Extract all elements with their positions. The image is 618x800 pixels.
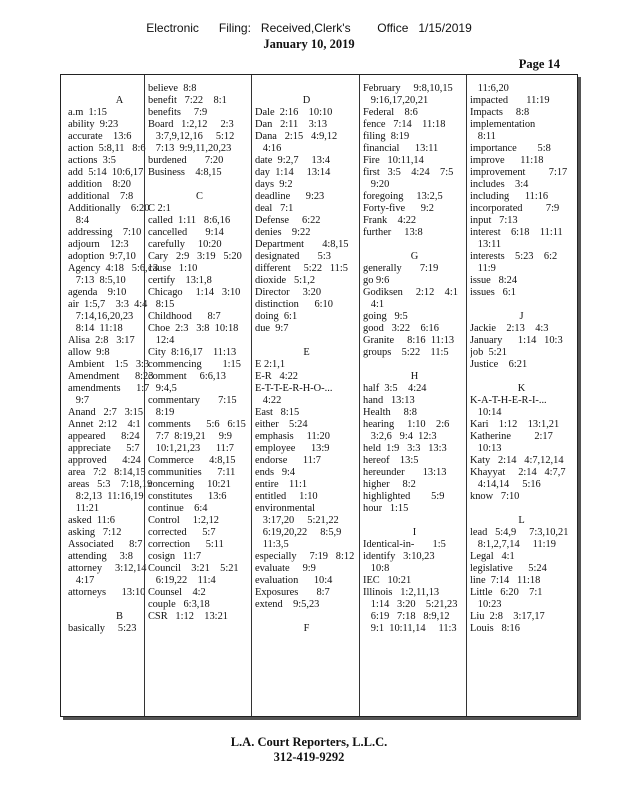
index-continuation: 3:2,6 9:4 12:3 [363, 431, 437, 442]
index-entry: burdened 7:20 [148, 155, 224, 166]
index-entry: held 1:9 3:3 13:3 [363, 443, 447, 454]
index-entry: continue 6:4 [148, 503, 208, 514]
index-entry: fence 7:14 11:18 [363, 119, 446, 130]
spacer-line [470, 371, 573, 383]
index-entry: higher 8:2 [363, 479, 416, 490]
section-letter: K [517, 383, 526, 394]
index-entry: legislative 5:24 [470, 563, 547, 574]
index-entry: E 2:1,1 [255, 359, 286, 370]
section-letter: A [115, 95, 124, 106]
index-continuation: 6:19 7:18 8:9,12 [363, 611, 450, 622]
spacer-line [470, 503, 573, 515]
index-entry: a.m 1:15 [68, 107, 107, 118]
index-entry: hour 1:15 [363, 503, 409, 514]
index-entry: areas 5:3 7:18,19 [68, 479, 153, 490]
index-continuation: 4:22 [255, 395, 282, 406]
index-entry: action 5:8,11 8:6 [68, 143, 146, 154]
index-entry: additional 7:8 [68, 191, 134, 202]
index-continuation: 1:14 3:20 5:21,23 [363, 599, 458, 610]
index-entry: Dale 2:16 10:10 [255, 107, 333, 118]
index-entry: addressing 7:10 [68, 227, 142, 238]
index-entry: lead 5:4,9 7:3,10,21 [470, 527, 569, 538]
index-entry: evaluate 9:9 [255, 563, 316, 574]
index-entry: comment 6:6,13 [148, 371, 226, 382]
section-letter: J [519, 311, 524, 322]
index-entry: Health 8:8 [363, 407, 417, 418]
index-continuation: 4:17 [68, 575, 95, 586]
page-number: Page 14 [518, 57, 560, 71]
index-continuation: 4:1 [363, 299, 385, 310]
index-column-3 [255, 83, 358, 635]
index-entry: Granite 8:16 11:13 [363, 335, 455, 346]
index-entry: Kari 1:12 13:1,21 [470, 419, 560, 430]
index-entry: line 7:14 11:18 [470, 575, 541, 586]
index-entry: amendments 1:7 [68, 383, 150, 394]
index-entry: going 9:5 [363, 311, 408, 322]
index-continuation: 7:7 8:19,21 9:9 [148, 431, 232, 442]
section-letter: I [412, 527, 417, 538]
index-entry: either 5:24 [255, 419, 308, 430]
index-entry: improvement 7:17 [470, 167, 568, 178]
index-entry: issue 8:24 [470, 275, 518, 286]
section-letter: B [116, 611, 123, 622]
index-continuation: 6:19,22 11:4 [148, 575, 216, 586]
index-entry: including 11:16 [470, 191, 549, 202]
index-entry: Additionally 6:20 [68, 203, 150, 214]
index-entry: employee 13:9 [255, 443, 330, 454]
index-entry: January 1:14 10:3 [470, 335, 563, 346]
index-entry: actions 3:5 [68, 155, 116, 166]
index-entry: denies 9:22 [255, 227, 311, 238]
index-entry: certify 13:1,8 [148, 275, 212, 286]
column-divider [466, 75, 467, 716]
spacer-line [148, 179, 251, 191]
index-continuation: 12:4 [148, 335, 175, 346]
section-letter: H [410, 371, 419, 382]
index-entry: constitutes 13:6 [148, 491, 227, 502]
index-entry: approved 4:24 [68, 455, 141, 466]
index-entry: especially 7:19 8:12 [255, 551, 355, 562]
index-entry: day 1:14 13:14 [255, 167, 331, 178]
spacer-line [255, 83, 358, 95]
index-continuation: 6:19,20,22 8:5,9 [255, 527, 342, 538]
index-continuation: 4:16 [255, 143, 282, 154]
index-entry: communities 7:11 [148, 467, 236, 478]
index-column-5 [470, 83, 573, 635]
index-continuation: 11:9 [470, 263, 496, 274]
index-continuation: 10:14 [470, 407, 502, 418]
index-entry: Commerce 4:8,15 [148, 455, 236, 466]
index-entry: know 7:10 [470, 491, 520, 502]
index-entry: extend 9:5,23 [255, 599, 320, 610]
index-entry: carefully 10:20 [148, 239, 222, 250]
index-entry: improve 11:18 [470, 155, 544, 166]
index-continuation: 11:21 [68, 503, 100, 514]
index-entry: hearing 1:10 2:6 [363, 419, 450, 430]
index-entry: endorse 11:7 [255, 455, 321, 466]
index-entry: Frank 4:22 [363, 215, 417, 226]
index-entry: E-T-T-E-R-H-O-... [255, 383, 333, 394]
index-entry: Cary 2:9 3:19 5:20 [148, 251, 242, 262]
index-entry: Associated 8:7 [68, 539, 143, 550]
index-entry: commentary 7:15 [148, 395, 237, 406]
index-entry: entitled 1:10 [255, 491, 318, 502]
section-letter: D [302, 95, 311, 106]
index-continuation: 11:6,20 [470, 83, 509, 94]
index-entry: Legal 4:1 [470, 551, 515, 562]
index-entry: air 1:5,7 3:3 4:4 [68, 299, 148, 310]
spacer-line [470, 299, 573, 311]
index-entry: further 13:8 [363, 227, 423, 238]
index-entry: Defense 6:22 [255, 215, 321, 226]
index-entry: cancelled 9:14 [148, 227, 224, 238]
index-entry: addition 8:20 [68, 179, 131, 190]
index-entry: designated 5:3 [255, 251, 331, 262]
document-date: January 10, 2019 [263, 37, 355, 51]
index-entry: ends 9:4 [255, 467, 296, 478]
index-entry: Amendment 8:23 [68, 371, 154, 382]
index-entry: implementation [470, 119, 536, 130]
index-entry: Identical-in- 1:5 [363, 539, 446, 550]
index-entry: IEC 10:21 [363, 575, 412, 586]
index-entry: basically 5:23 [68, 623, 137, 634]
index-entry: asking 7:12 [68, 527, 122, 538]
index-entry: adoption 9:7,10 [68, 251, 136, 262]
index-entry: appreciate 5:7 [68, 443, 140, 454]
index-continuation: 7:14,16,20,23 [68, 311, 134, 322]
index-entry: Impacts 8:8 [470, 107, 530, 118]
index-entry: add 5:14 10:6,17 [68, 167, 144, 178]
index-entry: importance 5:8 [470, 143, 551, 154]
index-entry: attorneys 13:10 [68, 587, 146, 598]
index-entry: Justice 6:21 [470, 359, 528, 370]
column-divider [144, 75, 145, 716]
index-entry: commencing 1:15 [148, 359, 241, 370]
index-entry: C 2:1 [148, 203, 171, 214]
index-entry: distinction 6:10 [255, 299, 333, 310]
spacer-line [363, 239, 466, 251]
index-entry: dioxide 5:1,2 [255, 275, 316, 286]
index-column-2 [148, 83, 251, 623]
section-letter: F [303, 623, 310, 634]
index-entry: cause 1:10 [148, 263, 198, 274]
index-continuation: 8:1,2,7,14 11:19 [470, 539, 556, 550]
index-continuation: 7:13 9:9,11,20,23 [148, 143, 232, 154]
index-entry: Jackie 2:13 4:3 [470, 323, 549, 334]
index-entry: cosign 11:7 [148, 551, 202, 562]
index-entry: first 3:5 4:24 7:5 [363, 167, 454, 178]
index-entry: benefits 7:9 [148, 107, 208, 118]
index-entry: emphasis 11:20 [255, 431, 330, 442]
column-divider [359, 75, 360, 716]
index-continuation: 10:23 [470, 599, 502, 610]
index-entry: Department 4:8,15 [255, 239, 349, 250]
index-entry: Liu 2:8 3:17,17 [470, 611, 545, 622]
index-entry: correction 5:11 [148, 539, 224, 550]
index-entry: foregoing 13:2,5 [363, 191, 443, 202]
column-divider [251, 75, 252, 716]
index-continuation: 3:7,9,12,16 5:12 [148, 131, 235, 142]
index-entry: interests 5:23 6:2 [470, 251, 558, 262]
index-entry: Little 6:20 7:1 [470, 587, 543, 598]
index-entry: K-A-T-H-E-R-I-... [470, 395, 547, 406]
index-entry: Katherine 2:17 [470, 431, 553, 442]
index-continuation: 8:19 [148, 407, 175, 418]
index-continuation: 7:13 8:5,10 [68, 275, 126, 286]
spacer-line [363, 359, 466, 371]
index-entry: hand 13:13 [363, 395, 415, 406]
index-entry: believe 8:8 [148, 83, 197, 94]
index-entry: Katy 2:14 4:7,12,14 [470, 455, 564, 466]
index-entry: Forty-five 9:2 [363, 203, 434, 214]
index-entry: ability 9:23 [68, 119, 119, 130]
index-entry: Ambient 1:5 3:3 [68, 359, 150, 370]
spacer-line [255, 335, 358, 347]
index-entry: incorporated 7:9 [470, 203, 560, 214]
index-entry: go 9:6 [363, 275, 390, 286]
index-entry: Anand 2:7 3:15 [68, 407, 144, 418]
index-entry: date 9:2,7 13:4 [255, 155, 331, 166]
index-entry: includes 3:4 [470, 179, 529, 190]
index-entry: due 9:7 [255, 323, 289, 334]
index-entry: Business 4:8,15 [148, 167, 222, 178]
index-entry: good 3:22 6:16 [363, 323, 439, 334]
index-entry: Control 1:2,12 [148, 515, 220, 526]
index-continuation: 8:2,13 11:16,19 [68, 491, 144, 502]
index-entry: CSR 1:12 13:21 [148, 611, 228, 622]
reporter-company: L.A. Court Reporters, L.L.C. [230, 735, 388, 749]
index-entry: Counsel 4:2 [148, 587, 206, 598]
index-entry: half 3:5 4:24 [363, 383, 427, 394]
section-letter: C [196, 191, 203, 202]
index-continuation: 9:1 10:11,14 11:3 [363, 623, 457, 634]
index-entry: Exposures 8:7 [255, 587, 330, 598]
index-entry: Illinois 1:2,11,13 [363, 587, 440, 598]
section-letter: G [410, 251, 419, 262]
index-entry: job 5:21 [470, 347, 507, 358]
index-entry: doing 6:1 [255, 311, 298, 322]
index-entry: entire 11:1 [255, 479, 308, 490]
index-entry: hereunder 13:13 [363, 467, 447, 478]
index-column-4 [363, 83, 466, 635]
index-entry: February 9:8,10,15 [363, 83, 453, 94]
index-entry: concerning 10:21 [148, 479, 231, 490]
index-entry: East 8:15 [255, 407, 300, 418]
index-entry: couple 6:3,18 [148, 599, 210, 610]
index-entry: Annet 2:12 4:1 [68, 419, 141, 430]
index-entry: Federal 8:6 [363, 107, 418, 118]
index-entry: groups 5:22 11:5 [363, 347, 449, 358]
index-entry: Director 3:20 [255, 287, 322, 298]
index-entry: evaluation 10:4 [255, 575, 333, 586]
index-continuation: 8:14 11:18 [68, 323, 123, 334]
index-entry: Alisa 2:8 3:17 [68, 335, 135, 346]
index-entry: Council 3:21 5:21 [148, 563, 239, 574]
index-entry: attending 3:8 [68, 551, 133, 562]
index-entry: corrected 5:7 [148, 527, 216, 538]
index-entry: Godiksen 2:12 4:1 [363, 287, 458, 298]
index-entry: input 7:13 [470, 215, 518, 226]
filing-stamp-line: Electronic Filing: Received,Clerk's Office 1/15/2019 [146, 21, 472, 35]
index-entry: Agency 4:18 5:6,13 [68, 263, 159, 274]
index-entry: impacted 11:19 [470, 95, 550, 106]
index-entry: hereof 13:5 [363, 455, 419, 466]
index-entry: Chicago 1:14 3:10 [148, 287, 241, 298]
index-word-table [60, 74, 578, 717]
spacer-line [255, 611, 358, 623]
index-continuation: 11:3,5 [255, 539, 289, 550]
index-entry: issues 6:1 [470, 287, 516, 298]
index-entry: City 8:16,17 11:13 [148, 347, 237, 358]
spacer-line [363, 515, 466, 527]
index-continuation: 10:8 [363, 563, 390, 574]
index-entry: Dana 2:15 4:9,12 [255, 131, 338, 142]
index-continuation: 9:20 [363, 179, 390, 190]
index-entry: days 9:2 [255, 179, 293, 190]
index-continuation: 8:11 [470, 131, 496, 142]
index-entry: different 5:22 11:5 [255, 263, 348, 274]
index-entry: appeared 8:24 [68, 431, 140, 442]
section-letter: L [518, 515, 525, 526]
index-continuation: 9:4,5 [148, 383, 177, 394]
index-entry: financial 13:11 [363, 143, 439, 154]
index-continuation: 10:1,21,23 11:7 [148, 443, 234, 454]
index-entry: generally 7:19 [363, 263, 439, 274]
index-entry: filing 8:19 [363, 131, 410, 142]
index-entry: E-R 4:22 [255, 371, 299, 382]
index-continuation: 8:4 [68, 215, 90, 226]
reporter-phone: 312-419-9292 [273, 750, 345, 764]
index-continuation: 9:7 [68, 395, 90, 406]
index-continuation: 8:15 [148, 299, 175, 310]
index-continuation: 10:13 [470, 443, 502, 454]
index-entry: Fire 10:11,14 [363, 155, 424, 166]
index-entry: deadline 9:23 [255, 191, 325, 202]
index-entry: highlighted 5:9 [363, 491, 445, 502]
index-entry: Board 1:2,12 2:3 [148, 119, 234, 130]
index-entry: allow 9:8 [68, 347, 110, 358]
section-letter: E [303, 347, 310, 358]
index-continuation: 9:16,17,20,21 [363, 95, 429, 106]
index-entry: attorney 3:12,14 [68, 563, 147, 574]
index-entry: environmental [255, 503, 316, 514]
index-entry: area 7:2 8:14,15 [68, 467, 146, 478]
index-entry: identify 3:10,23 [363, 551, 435, 562]
index-continuation: 4:14,14 5:16 [470, 479, 541, 490]
index-entry: Louis 8:16 [470, 623, 520, 634]
index-entry: called 1:11 8:6,16 [148, 215, 231, 226]
index-entry: Khayyat 2:14 4:7,7 [470, 467, 566, 478]
index-entry: benefit 7:22 8:1 [148, 95, 227, 106]
index-entry: interest 6:18 11:11 [470, 227, 563, 238]
index-continuation: 13:11 [470, 239, 502, 250]
index-continuation: 3:17,20 5:21,22 [255, 515, 339, 526]
index-entry: deal 7:1 [255, 203, 294, 214]
index-entry: accurate 13:6 [68, 131, 132, 142]
index-entry: Dan 2:11 3:13 [255, 119, 328, 130]
index-entry: agenda 9:10 [68, 287, 127, 298]
index-entry: Choe 2:3 3:8 10:18 [148, 323, 239, 334]
index-entry: Childhood 8:7 [148, 311, 221, 322]
index-entry: comments 5:6 6:15 [148, 419, 246, 430]
index-entry: adjourn 12:3 [68, 239, 129, 250]
index-entry: asked 11:6 [68, 515, 115, 526]
